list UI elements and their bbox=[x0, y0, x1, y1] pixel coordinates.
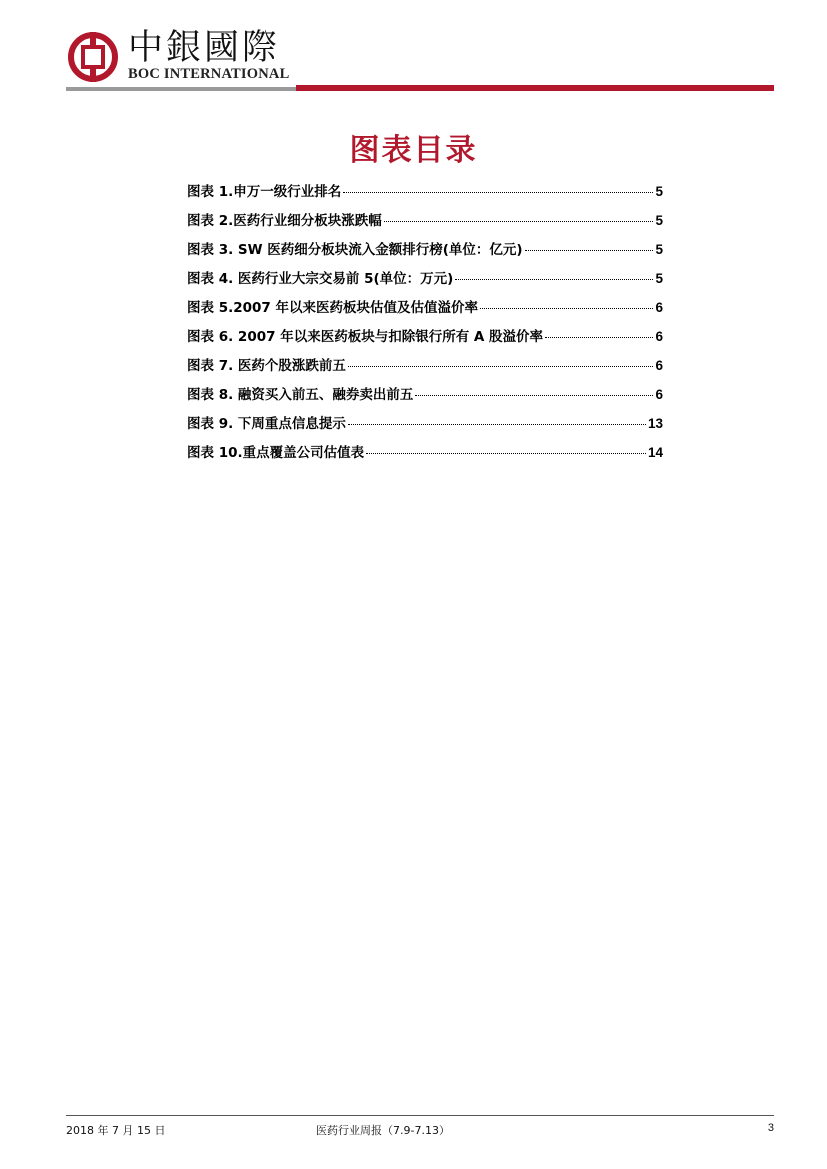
toc-entry[interactable] bbox=[187, 180, 663, 209]
toc-entry-label: 图表 1.申万一级行业排名 bbox=[187, 184, 342, 200]
header-rule-gray bbox=[66, 87, 296, 91]
toc-entry-page: 5 bbox=[655, 242, 663, 257]
toc-leader-dots bbox=[348, 366, 654, 367]
toc-entry-page: 13 bbox=[647, 416, 663, 431]
toc-entry-label: 图表 9. 下周重点信息提示 bbox=[187, 416, 346, 432]
toc-leader-dots bbox=[545, 337, 653, 338]
header-rule-red bbox=[296, 85, 774, 91]
toc-entry-label: 图表 2.医药行业细分板块涨跌幅 bbox=[187, 213, 382, 229]
footer-page-number: 3 bbox=[767, 1122, 774, 1134]
toc-leader-dots bbox=[366, 453, 646, 454]
toc-entry-page: 5 bbox=[655, 184, 663, 199]
toc-entry[interactable] bbox=[187, 325, 663, 354]
footer-rule bbox=[66, 1115, 774, 1116]
toc-leader-dots bbox=[348, 424, 646, 425]
page-header bbox=[66, 28, 774, 94]
toc-entry-page: 6 bbox=[655, 329, 663, 344]
toc-entry-label: 图表 8. 融资买入前五、融券卖出前五 bbox=[187, 387, 414, 403]
toc-leader-dots bbox=[415, 395, 653, 396]
toc-entry[interactable] bbox=[187, 412, 663, 441]
toc-entry-page: 6 bbox=[655, 387, 663, 402]
footer-report-title: 医药行业周报（7.9-7.13） bbox=[316, 1124, 450, 1137]
toc-entry[interactable] bbox=[187, 383, 663, 412]
toc-entry-label: 图表 5.2007 年以来医药板块估值及估值溢价率 bbox=[187, 300, 478, 316]
toc-entry-page: 6 bbox=[655, 300, 663, 315]
toc-leader-dots bbox=[480, 308, 653, 309]
toc-entry[interactable] bbox=[187, 209, 663, 238]
toc-leader-dots bbox=[455, 279, 653, 280]
toc-leader-dots bbox=[384, 221, 654, 222]
toc-leader-dots bbox=[525, 250, 654, 251]
toc-entry-label: 图表 3. SW 医药细分板块流入金额排行榜(单位：亿元) bbox=[187, 242, 523, 258]
toc-entry[interactable] bbox=[187, 267, 663, 296]
toc-entry[interactable] bbox=[187, 354, 663, 383]
toc-entry-page: 5 bbox=[655, 213, 663, 228]
toc-title: 图表目录 bbox=[349, 133, 478, 168]
footer-date: 2018 年 7 月 15 日 bbox=[66, 1124, 166, 1137]
toc-entry[interactable] bbox=[187, 238, 663, 267]
logo-chinese-text: 中銀國際 bbox=[128, 28, 281, 68]
boc-logo-icon bbox=[68, 32, 118, 82]
toc-entry-page: 6 bbox=[655, 358, 663, 373]
toc-leader-dots bbox=[343, 192, 653, 193]
toc-entry-label: 图表 10.重点覆盖公司估值表 bbox=[187, 445, 365, 461]
logo-english-text: BOC INTERNATIONAL bbox=[128, 66, 290, 82]
toc-entry-label: 图表 4. 医药行业大宗交易前 5(单位：万元) bbox=[187, 271, 454, 287]
toc-entry-page: 5 bbox=[655, 271, 663, 286]
toc-entry-label: 图表 6. 2007 年以来医药板块与扣除银行所有 A 股溢价率 bbox=[187, 329, 544, 345]
toc-entry[interactable] bbox=[187, 296, 663, 325]
toc-entry-label: 图表 7. 医药个股涨跌前五 bbox=[187, 358, 346, 374]
toc-entry-page: 14 bbox=[647, 445, 663, 460]
toc-list bbox=[187, 180, 663, 470]
toc-entry[interactable] bbox=[187, 441, 663, 470]
